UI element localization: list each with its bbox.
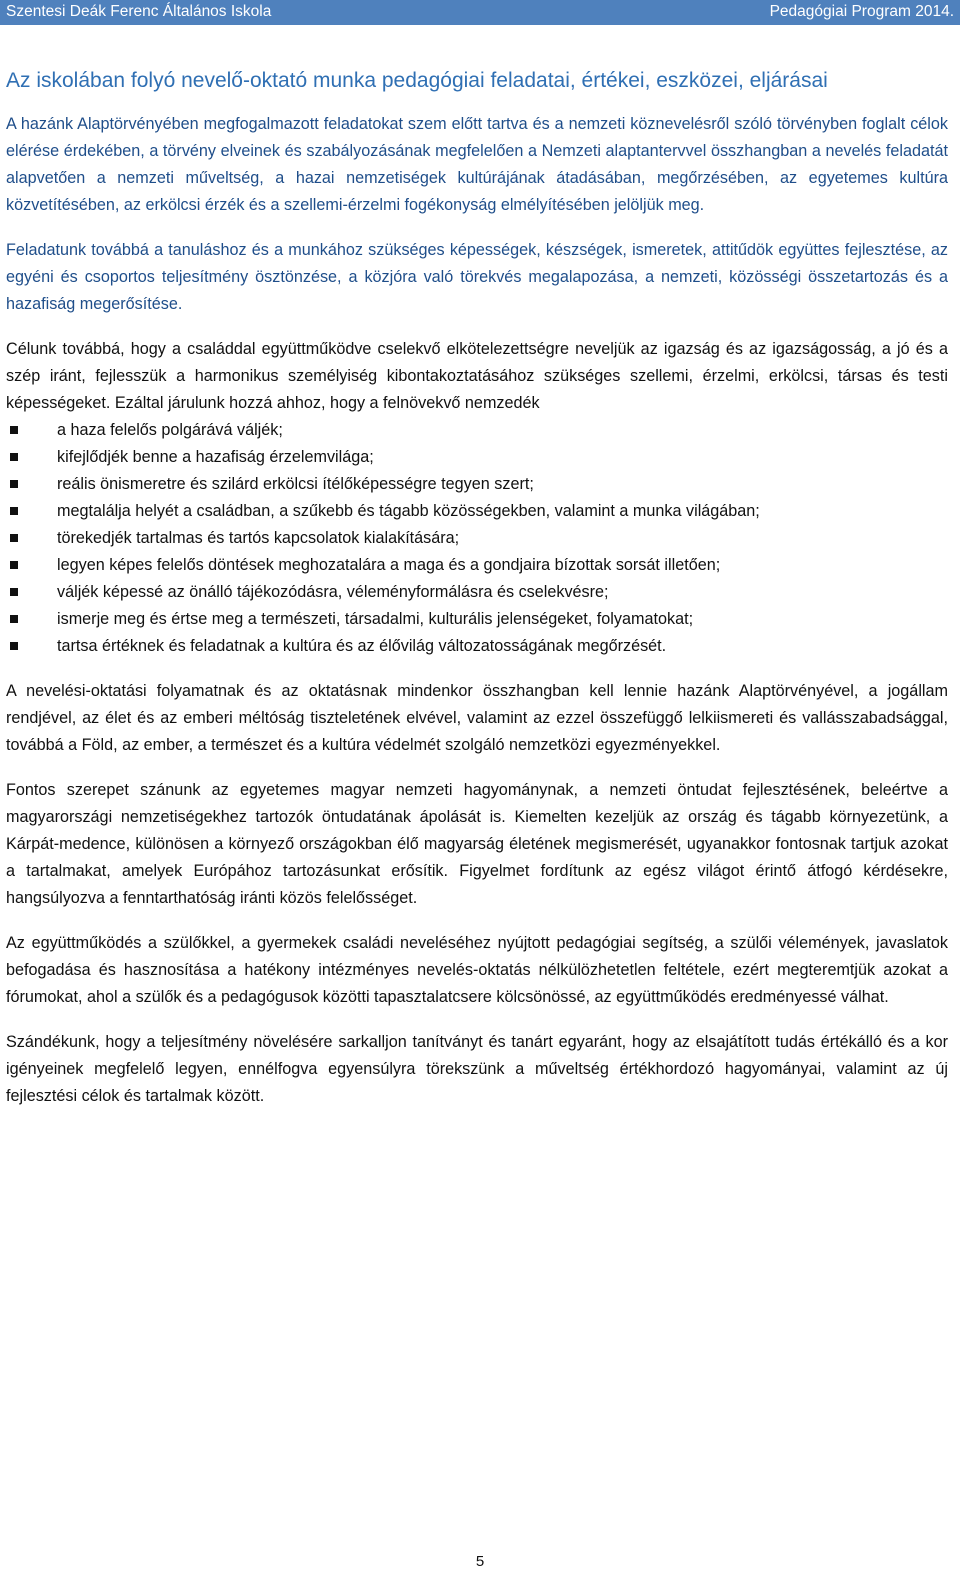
bullet-square-icon [10, 507, 18, 515]
list-item: kifejlődjék benne a hazafiság érzelemvilága; [6, 444, 948, 471]
paragraph-5: Fontos szerepet szánunk az egyetemes magyar nemzeti hagyománynak, a nemzeti öntudat fejlesztésének, beleértve a magyarországi nemzetiségekhez tartozók öntudatának ápolását is. Kiemelten kezeljük az ország és tágabb környezetünk, a Kárpát-medence, különösen a környező országokban élő magyarság életének megismerését, ugyanakkor fontosnak tartjuk azokat a tartalmakat, amelyek Európához tartozásunkat erősítik. Figyelmet fordítunk az egész világot érintő átfogó kérdésekre, hangsúlyozva a fenntarthatóság iránti közös felelősséget. [6, 781, 948, 907]
bullet-square-icon [10, 534, 18, 542]
section-title: Az iskolában folyó nevelő-oktató munka pedagógiai feladatai, értékei, eszközei, eljárásai [6, 69, 828, 92]
paragraph-1: A hazánk Alaptörvényében megfogalmazott feladatokat szem előtt tartva és a nemzeti köznevelésről szóló törvényben foglalt célok elérése érdekében, a törvény elveinek és szabályozásának megfelelően a Nemzeti alaptantervvel összhangban a nevelés feladatát alapvetően a nemzeti műveltség, a hazai nemzetiségek kultúrájának átadásában, megőrzésében, az egyetemes kultúra közvetítésében, az erkölcsi érzék és a szellemi-érzelmi fogékonyság elmélyítésében jelöljük meg. [6, 115, 948, 214]
list-item: megtalálja helyét a családban, a szűkebb és tágabb közösségekben, valamint a munka világában; [6, 498, 948, 525]
bullet-square-icon [10, 561, 18, 569]
list-item: törekedjék tartalmas és tartós kapcsolatok kialakítására; [6, 525, 948, 552]
list-item: tartsa értéknek és feladatnak a kultúra és az élővilág változatosságának megőrzését. [6, 633, 948, 660]
bullet-square-icon [10, 642, 18, 650]
paragraph-2: Feladatunk továbbá a tanuláshoz és a munkához szükséges képességek, készségek, ismeretek, attitűdök együttes fejlesztése, az egyéni és csoportos teljesítmény ösztönzése, a közjóra való törekvés megalapozása, a nemzeti, közösségi összetartozás és a hazafiság megerősítése. [6, 241, 948, 313]
list-item: a haza felelős polgárává váljék; [6, 417, 948, 444]
header-program-title: Pedagógiai Program 2014. [769, 3, 954, 20]
page-number: 5 [475, 1553, 485, 1570]
bullet-square-icon [10, 426, 18, 434]
paragraph-4: A nevelési-oktatási folyamatnak és az oktatásnak mindenkor összhangban kell lennie hazánk Alaptörvényével, a jogállam rendjével, az élet és az emberi méltóság tiszteletének elvével, valamint az ezzel összefüggő lelkiismereti és vallásszabadsággal, továbbá a Föld, az ember, a természet és a kultúra védelmét szolgáló nemzetközi egyezményekkel. [6, 682, 948, 754]
header-school-name: Szentesi Deák Ferenc Általános Iskola [6, 3, 272, 20]
list-item: ismerje meg és értse meg a természeti, társadalmi, kulturális jelenségeket, folyamatokat; [6, 606, 948, 633]
list-item: reális önismeretre és szilárd erkölcsi ítélőképességre tegyen szert; [6, 471, 948, 498]
list-item: váljék képessé az önálló tájékozódásra, véleményformálásra és cselekvésre; [6, 579, 948, 606]
bullet-square-icon [10, 480, 18, 488]
document-body [6, 66, 948, 1110]
paragraph-6: Az együttműködés a szülőkkel, a gyermekek családi neveléséhez nyújtott pedagógiai segítség, a szülői vélemények, javaslatok befogadása és hasznosítása a hatékony intézményes nevelés-oktatás nélkülözhetetlen feltétele, ezért megteremtjük azokat a fórumokat, ahol a szülők és a pedagógusok közötti tapasztalatcsere kölcsönössé, az együttműködés eredményessé válhat. [6, 934, 948, 1006]
goals-list [6, 417, 948, 660]
paragraph-7: Szándékunk, hogy a teljesítmény növelésére sarkalljon tanítványt és tanárt egyaránt, hogy az elsajátított tudás értékálló és a kor igényeinek megfelelő legyen, ennélfogva egyensúlyra törekszünk a műveltség értékhordozó hagyományai, valamint az új fejlesztési célok és tartalmak között. [6, 1033, 948, 1105]
bullet-square-icon [10, 453, 18, 461]
paragraph-3: Célunk továbbá, hogy a családdal együttműködve cselekvő elkötelezettségre neveljük az igazság és az igazságosság, a jó és a szép iránt, fejlesszük a harmonikus személyiség kibontakoztatásához szükséges szellemi, érzelmi, erkölcsi, társas és testi képességeket. Ezáltal járulunk hozzá ahhoz, hogy a felnövekvő nemzedék [6, 340, 948, 412]
bullet-square-icon [10, 615, 18, 623]
bullet-square-icon [10, 588, 18, 596]
page-header [0, 0, 960, 25]
list-item: legyen képes felelős döntések meghozatalára a maga és a gondjaira bízottak sorsát illetően; [6, 552, 948, 579]
